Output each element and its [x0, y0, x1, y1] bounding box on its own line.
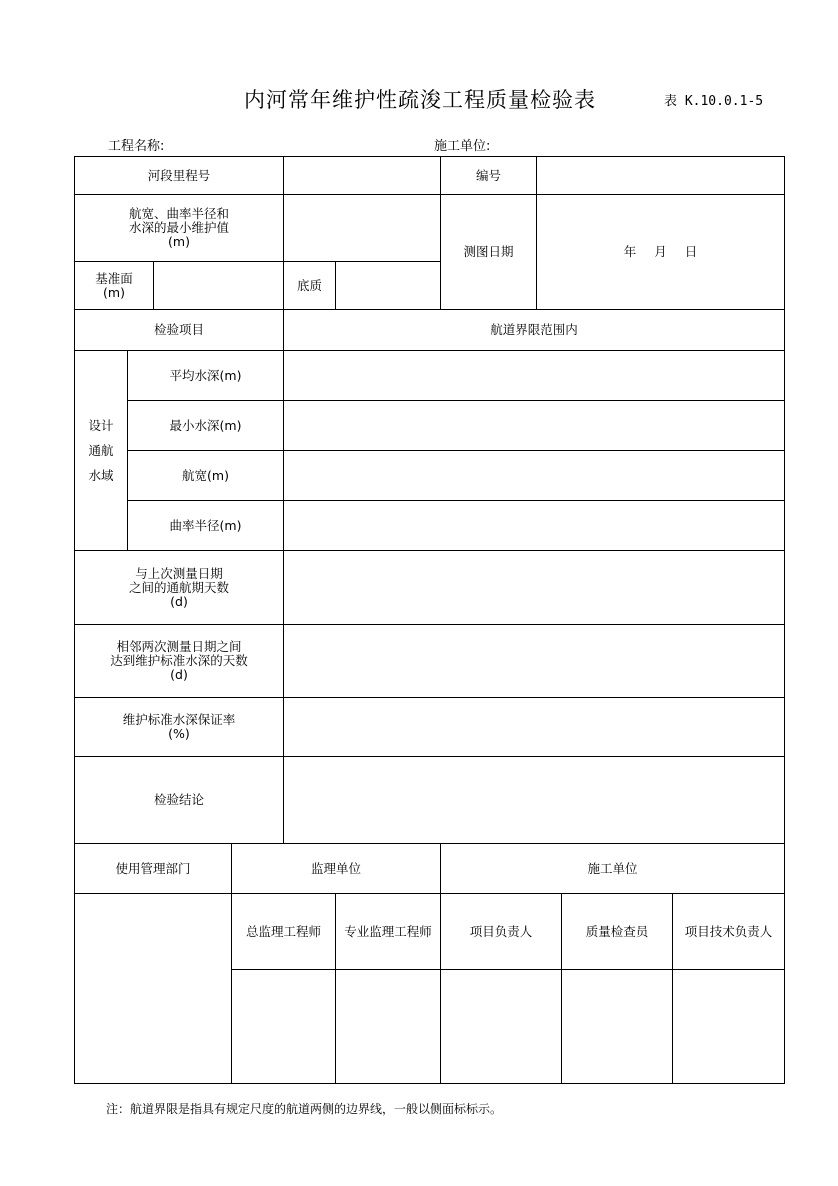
- user-dept-signature[interactable]: [75, 894, 232, 1084]
- project-leader-label: 项目负责人: [441, 894, 562, 970]
- chief-supervisor-signature[interactable]: [232, 970, 336, 1084]
- days-at-standard-depth-label: 相邻两次测量日期之间 达到维护标准水深的天数 (d): [75, 625, 284, 698]
- user-dept-label: 使用管理部门: [75, 844, 232, 894]
- channel-width-value[interactable]: [284, 451, 785, 501]
- tech-leader-label: 项目技术负责人: [673, 894, 785, 970]
- survey-date-value[interactable]: 年 月 日: [537, 195, 785, 310]
- number-value[interactable]: [537, 157, 785, 195]
- min-depth-label: 最小水深(m): [128, 401, 284, 451]
- contractor-unit-label: 施工单位: [441, 844, 785, 894]
- design-navigation-waters-label: 设计 通航 水域: [75, 351, 128, 551]
- supervisor-unit-label: 监理单位: [232, 844, 441, 894]
- days-since-last-survey-label: 与上次测量日期 之间的通航期天数 (d): [75, 551, 284, 625]
- conclusion-value[interactable]: [284, 757, 785, 844]
- contractor-label: 施工单位:: [434, 139, 491, 154]
- curvature-radius-value[interactable]: [284, 501, 785, 551]
- conclusion-label: 检验结论: [75, 757, 284, 844]
- specialist-supervisor-signature[interactable]: [336, 970, 441, 1084]
- bottom-material-value[interactable]: [336, 262, 441, 310]
- avg-depth-value[interactable]: [284, 351, 785, 401]
- form-code: 表 K.10.0.1-5: [664, 94, 764, 109]
- depth-guarantee-rate-label: 维护标准水深保证率 (%): [75, 698, 284, 757]
- avg-depth-label: 平均水深(m): [128, 351, 284, 401]
- min-depth-value[interactable]: [284, 401, 785, 451]
- min-maintenance-dims-label: 航宽、曲率半径和 水深的最小维护值 (m): [75, 195, 284, 262]
- number-label: 编号: [441, 157, 537, 195]
- datum-value[interactable]: [154, 262, 284, 310]
- survey-date-label: 测图日期: [441, 195, 537, 310]
- channel-width-label: 航宽(m): [128, 451, 284, 501]
- bottom-material-label: 底质: [284, 262, 336, 310]
- quality-inspector-signature[interactable]: [562, 970, 673, 1084]
- days-at-standard-depth-value[interactable]: [284, 625, 785, 698]
- specialist-supervisor-label: 专业监理工程师: [336, 894, 441, 970]
- inspection-item-header: 检验项目: [75, 310, 284, 351]
- section-mileage-label: 河段里程号: [75, 157, 284, 195]
- project-name-label: 工程名称:: [108, 139, 165, 154]
- quality-inspector-label: 质量检查员: [562, 894, 673, 970]
- channel-range-header: 航道界限范围内: [284, 310, 785, 351]
- footnote: 注：航道界限是指具有规定尺度的航道两侧的边界线，一般以侧面标标示。: [106, 1102, 503, 1116]
- min-maintenance-dims-value[interactable]: [284, 195, 441, 262]
- inspection-form-table: [74, 156, 785, 1084]
- section-mileage-value[interactable]: [284, 157, 441, 195]
- curvature-radius-label: 曲率半径(m): [128, 501, 284, 551]
- page-title: 内河常年维护性疏浚工程质量检验表: [244, 88, 596, 112]
- project-leader-signature[interactable]: [441, 970, 562, 1084]
- chief-supervisor-label: 总监理工程师: [232, 894, 336, 970]
- datum-label: 基准面 (m): [75, 262, 154, 310]
- depth-guarantee-rate-value[interactable]: [284, 698, 785, 757]
- days-since-last-survey-value[interactable]: [284, 551, 785, 625]
- tech-leader-signature[interactable]: [673, 970, 785, 1084]
